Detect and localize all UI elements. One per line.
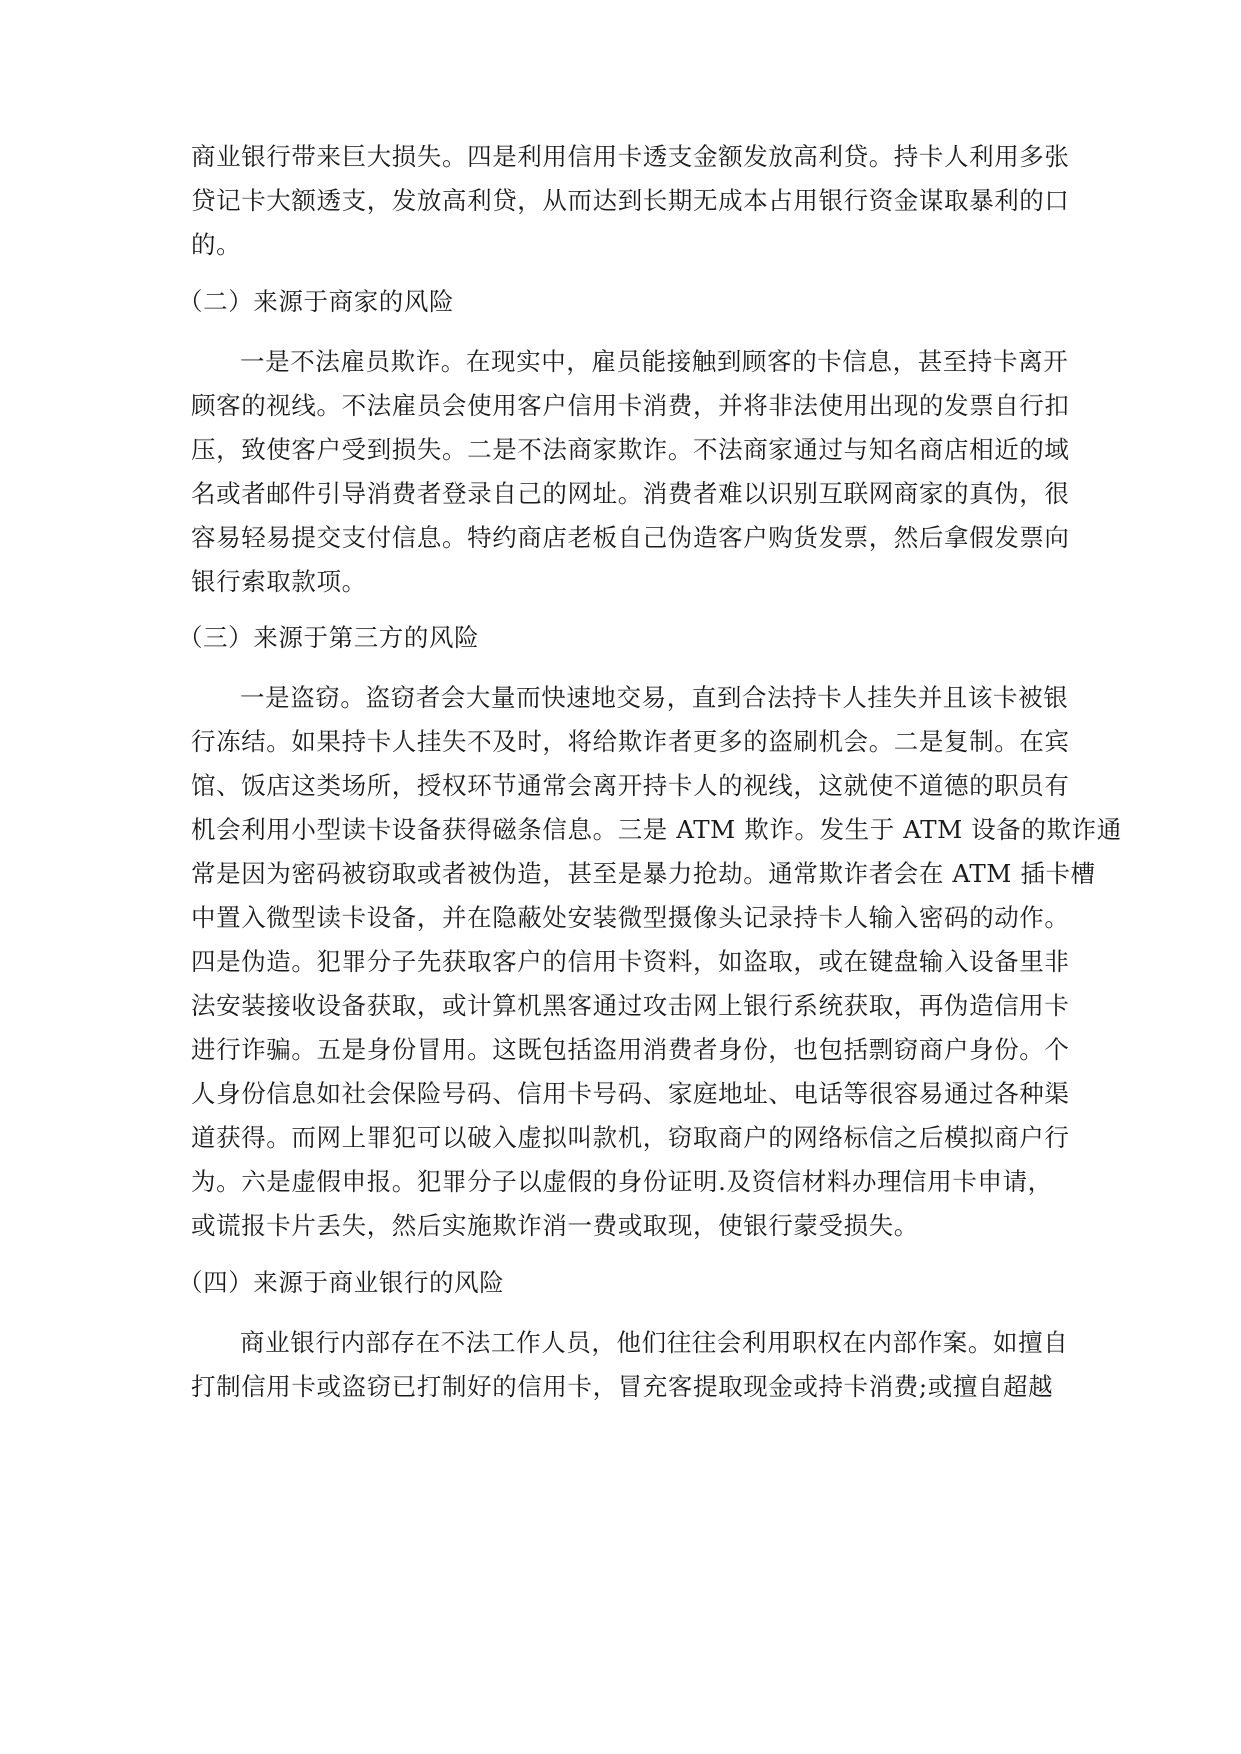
paragraph-line: 一是盗窃。盗窃者会大量而快速地交易，直到合法持卡人挂失并且该卡被银 <box>240 683 1069 712</box>
paragraph-line: 馆、饭店这类场所，授权环节通常会离开持卡人的视线，这就使不道德的职员有 <box>191 771 1070 800</box>
paragraph-line: 机会利用小型读卡设备获得磁条信息。三是 ATM 欺诈。发生于 ATM 设备的欺诈通 <box>191 815 1122 844</box>
paragraph-line: 商业银行带来巨大损失。四是利用信用卡透支金额发放高利贷。持卡人利用多张 <box>191 142 1070 171</box>
paragraph-line: 常是因为密码被窃取或者被伪造，甚至是暴力抢劫。通常欺诈者会在 ATM 插卡槽 <box>191 859 1096 888</box>
paragraph-line: 贷记卡大额透支，发放高利贷，从而达到长期无成本占用银行资金谋取暴利的口 <box>191 186 1070 215</box>
paragraph-line: 名或者邮件引导消费者登录自己的网址。消费者难以识别互联网商家的真伪，很 <box>191 479 1070 508</box>
paragraph-line: 压，致使客户受到损失。二是不法商家欺诈。不法商家通过与知名商店相近的域 <box>191 435 1070 464</box>
section-heading: （二）来源于商家的风险 <box>178 287 455 316</box>
paragraph-line: 四是伪造。犯罪分子先获取客户的信用卡资料，如盗取，或在键盘输入设备里非 <box>191 947 1070 976</box>
paragraph-line: 商业银行内部存在不法工作人员，他们往往会利用职权在内部作案。如擅自 <box>240 1328 1069 1357</box>
paragraph-line: 进行诈骗。五是身份冒用。这既包括盗用消费者身份，也包括剽窃商户身份。个 <box>191 1035 1070 1064</box>
paragraph-line: 银行索取款项。 <box>191 567 367 596</box>
paragraph-line: 一是不法雇员欺诈。在现实中，雇员能接触到顾客的卡信息，甚至持卡离开 <box>240 347 1069 376</box>
paragraph-line: 人身份信息如社会保险号码、信用卡号码、家庭地址、电话等很容易通过各种渠 <box>191 1079 1070 1108</box>
paragraph-line: 顾客的视线。不法雇员会使用客户信用卡消费，并将非法使用出现的发票自行扣 <box>191 391 1070 420</box>
paragraph-line: 或谎报卡片丢失，然后实施欺诈消一费或取现，使银行蒙受损失。 <box>191 1211 919 1240</box>
paragraph-line: 的。 <box>191 230 242 259</box>
paragraph-line: 道获得。而网上罪犯可以破入虚拟叫款机，窃取商户的网络标信之后模拟商户行 <box>191 1123 1070 1152</box>
paragraph-line: 打制信用卡或盗窃已打制好的信用卡，冒充客提取现金或持卡消费;或擅自超越 <box>191 1372 1054 1401</box>
paragraph-line: 法安装接收设备获取，或计算机黑客通过攻击网上银行系统获取，再伪造信用卡 <box>191 991 1070 1020</box>
paragraph-line: 行冻结。如果持卡人挂失不及时，将给欺诈者更多的盗刷机会。二是复制。在宾 <box>191 727 1070 756</box>
section-heading: （三）来源于第三方的风险 <box>178 623 480 652</box>
section-heading: （四）来源于商业银行的风险 <box>178 1268 505 1297</box>
paragraph-line: 容易轻易提交支付信息。特约商店老板自己伪造客户购货发票，然后拿假发票向 <box>191 523 1070 552</box>
paragraph-line: 中置入微型读卡设备，并在隐蔽处安装微型摄像头记录持卡人输入密码的动作。 <box>191 903 1070 932</box>
paragraph-line: 为。六是虚假申报。犯罪分子以虚假的身份证明.及资信材料办理信用卡申请， <box>191 1167 1053 1196</box>
